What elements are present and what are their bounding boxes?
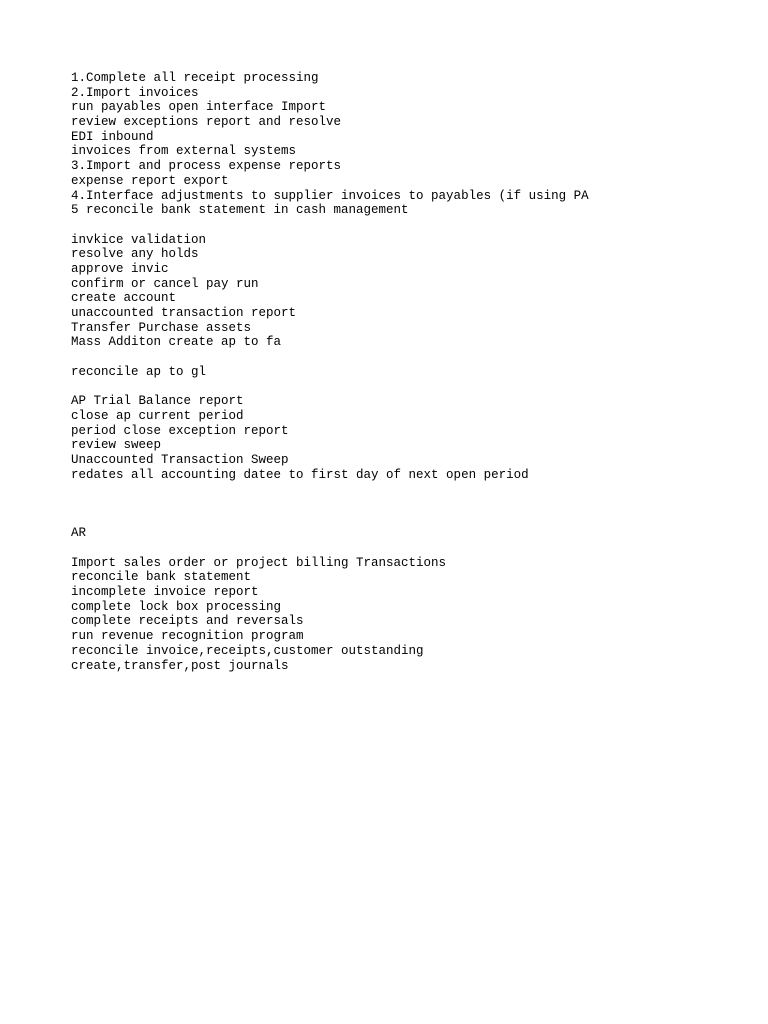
invoice-task-line: create account [71, 291, 177, 306]
blank-line [71, 541, 751, 556]
close-task-line: redates all accounting datee to first day of next open period [71, 467, 529, 482]
ar-task-line: incomplete invoice report [71, 585, 259, 600]
ar-task-list [71, 556, 751, 674]
ar-task-line: run revenue recognition program [71, 629, 304, 644]
document-page [71, 71, 751, 673]
invoice-task-line: unaccounted transaction report [71, 306, 297, 320]
invoice-task-line: approve invic [71, 261, 169, 276]
blank-line [71, 350, 751, 365]
close-task-list [71, 394, 751, 482]
invoice-task-line: resolve any holds [71, 247, 199, 262]
invoice-task-line: Mass Additon create ap to fa [71, 335, 282, 350]
close-task-line: period close exception report [71, 423, 289, 438]
blank-line [71, 218, 751, 233]
ar-task-line: complete lock box processing [71, 599, 282, 614]
ar-task-line: complete receipts and reversals [71, 614, 304, 629]
ap-task-line: expense report export [71, 173, 229, 188]
close-task-line: close ap current period [71, 408, 244, 423]
ar-task-line: reconcile bank statement [71, 570, 252, 585]
invoice-task-line: Transfer Purchase assets [71, 320, 252, 335]
invoice-task-line: confirm or cancel pay run [71, 276, 259, 291]
ar-task-line: create,transfer,post journals [71, 658, 289, 673]
close-task-line: AP Trial Balance report [71, 394, 244, 409]
invoice-task-list [71, 233, 751, 351]
close-task-line: Unaccounted Transaction Sweep [71, 452, 289, 467]
ap-task-line: review exceptions report and resolve [71, 115, 342, 130]
ap-task-line: 3.Import and process expense reports [71, 159, 342, 174]
ap-task-line: 4.Interface adjustments to supplier invoices to payables (if using PA [71, 188, 589, 203]
invoice-task-line: invkice validation [71, 232, 207, 247]
reconcile-line: reconcile ap to gl [71, 364, 207, 379]
ap-task-list [71, 71, 751, 218]
ar-task-line: Import sales order or project billing Transactions [71, 555, 447, 570]
ar-task-line: reconcile invoice,receipts,customer outstanding [71, 643, 424, 658]
blank-lines [71, 482, 751, 526]
ap-task-line: EDI inbound [71, 129, 154, 144]
ar-heading: AR [71, 526, 87, 541]
ap-task-line: run payables open interface Import [71, 100, 327, 115]
ap-task-line: 5 reconcile bank statement in cash management [71, 203, 409, 218]
ap-task-line: invoices from external systems [71, 144, 297, 159]
blank-line [71, 379, 751, 394]
ap-task-line: 1.Complete all receipt processing [71, 71, 319, 85]
close-task-line: review sweep [71, 438, 162, 453]
ap-task-line: 2.Import invoices [71, 85, 199, 100]
